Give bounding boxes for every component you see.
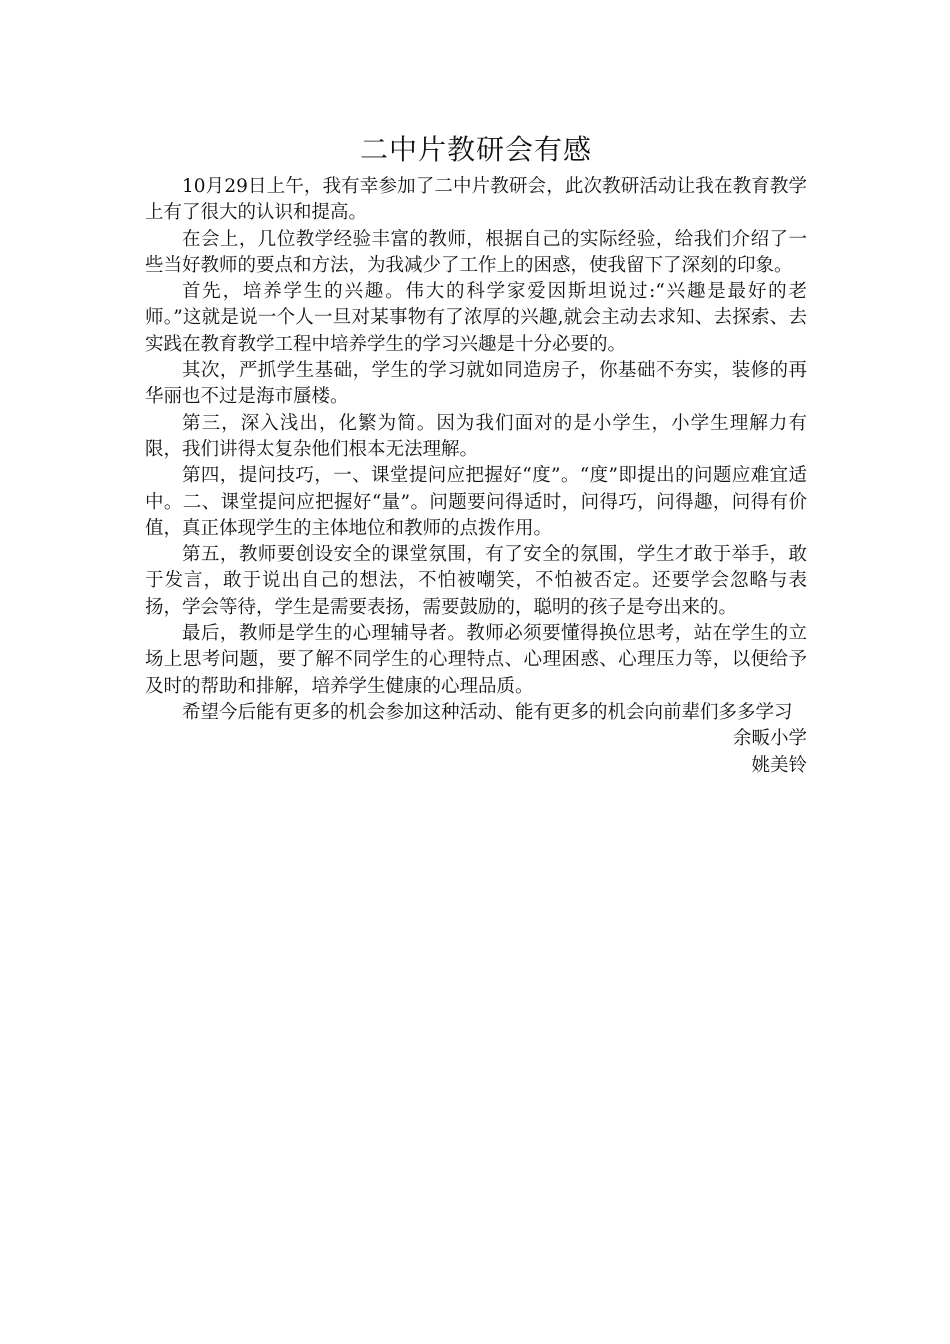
paragraph-intro: 10月29日上午，我有幸参加了二中片教研会，此次教研活动让我在教育教学上有了很大的认识和提高。 — [145, 176, 807, 224]
signature-author: 姚美铃 — [751, 754, 807, 776]
document-title: 二中片教研会有感 — [359, 133, 592, 166]
paragraph-meeting: 在会上，几位教学经验丰富的教师，根据自己的实际经验，给我们介绍了一些当好教师的要点和方法，为我减少了工作上的困惑，使我留下了深刻的印象。 — [145, 228, 807, 276]
paragraph-fifth: 第五，教师要创设安全的课堂氛围，有了安全的氛围，学生才敢于举手，敢于发言，敢于说出自己的想法，不怕被嘲笑，不怕被否定。还要学会忽略与表扬，学会等待，学生是需要表扬，需要鼓励的，聪明的孩子是夸出来的。 — [145, 544, 807, 618]
paragraph-last: 最后，教师是学生的心理辅导者。教师必须要懂得换位思考，站在学生的立场上思考问题，要了解不同学生的心理特点、心理困惑、心理压力等，以便给予及时的帮助和排解，培养学生健康的心理品质。 — [145, 623, 807, 697]
paragraph-first: 首先，培养学生的兴趣。伟大的科学家爱因斯坦说过:“兴趣是最好的老师。”这就是说一个人一旦对某事物有了浓厚的兴趣,就会主动去求知、去探索、去实践在教育教学工程中培养学生的学习兴趣是十分必要的。 — [145, 281, 807, 355]
paragraph-third: 第三，深入浅出，化繁为简。因为我们面对的是小学生，小学生理解力有限，我们讲得太复杂他们根本无法理解。 — [145, 412, 807, 460]
signature-school: 余畈小学 — [732, 728, 807, 750]
paragraph-second: 其次，严抓学生基础，学生的学习就如同造房子，你基础不夯实，装修的再华丽也不过是海市蜃楼。 — [145, 360, 807, 408]
document-page — [145, 128, 807, 779]
paragraph-fourth: 第四，提问技巧，一、课堂提问应把握好“度”。“度”即提出的问题应难宜适中。二、课堂提问应把握好“量”。问题要问得适时，问得巧，问得趣，问得有价值，真正体现学生的主体地位和教师的点拨作用。 — [145, 465, 807, 539]
paragraph-closing: 希望今后能有更多的机会参加这种活动、能有更多的机会向前辈们多多学习 — [182, 701, 793, 723]
